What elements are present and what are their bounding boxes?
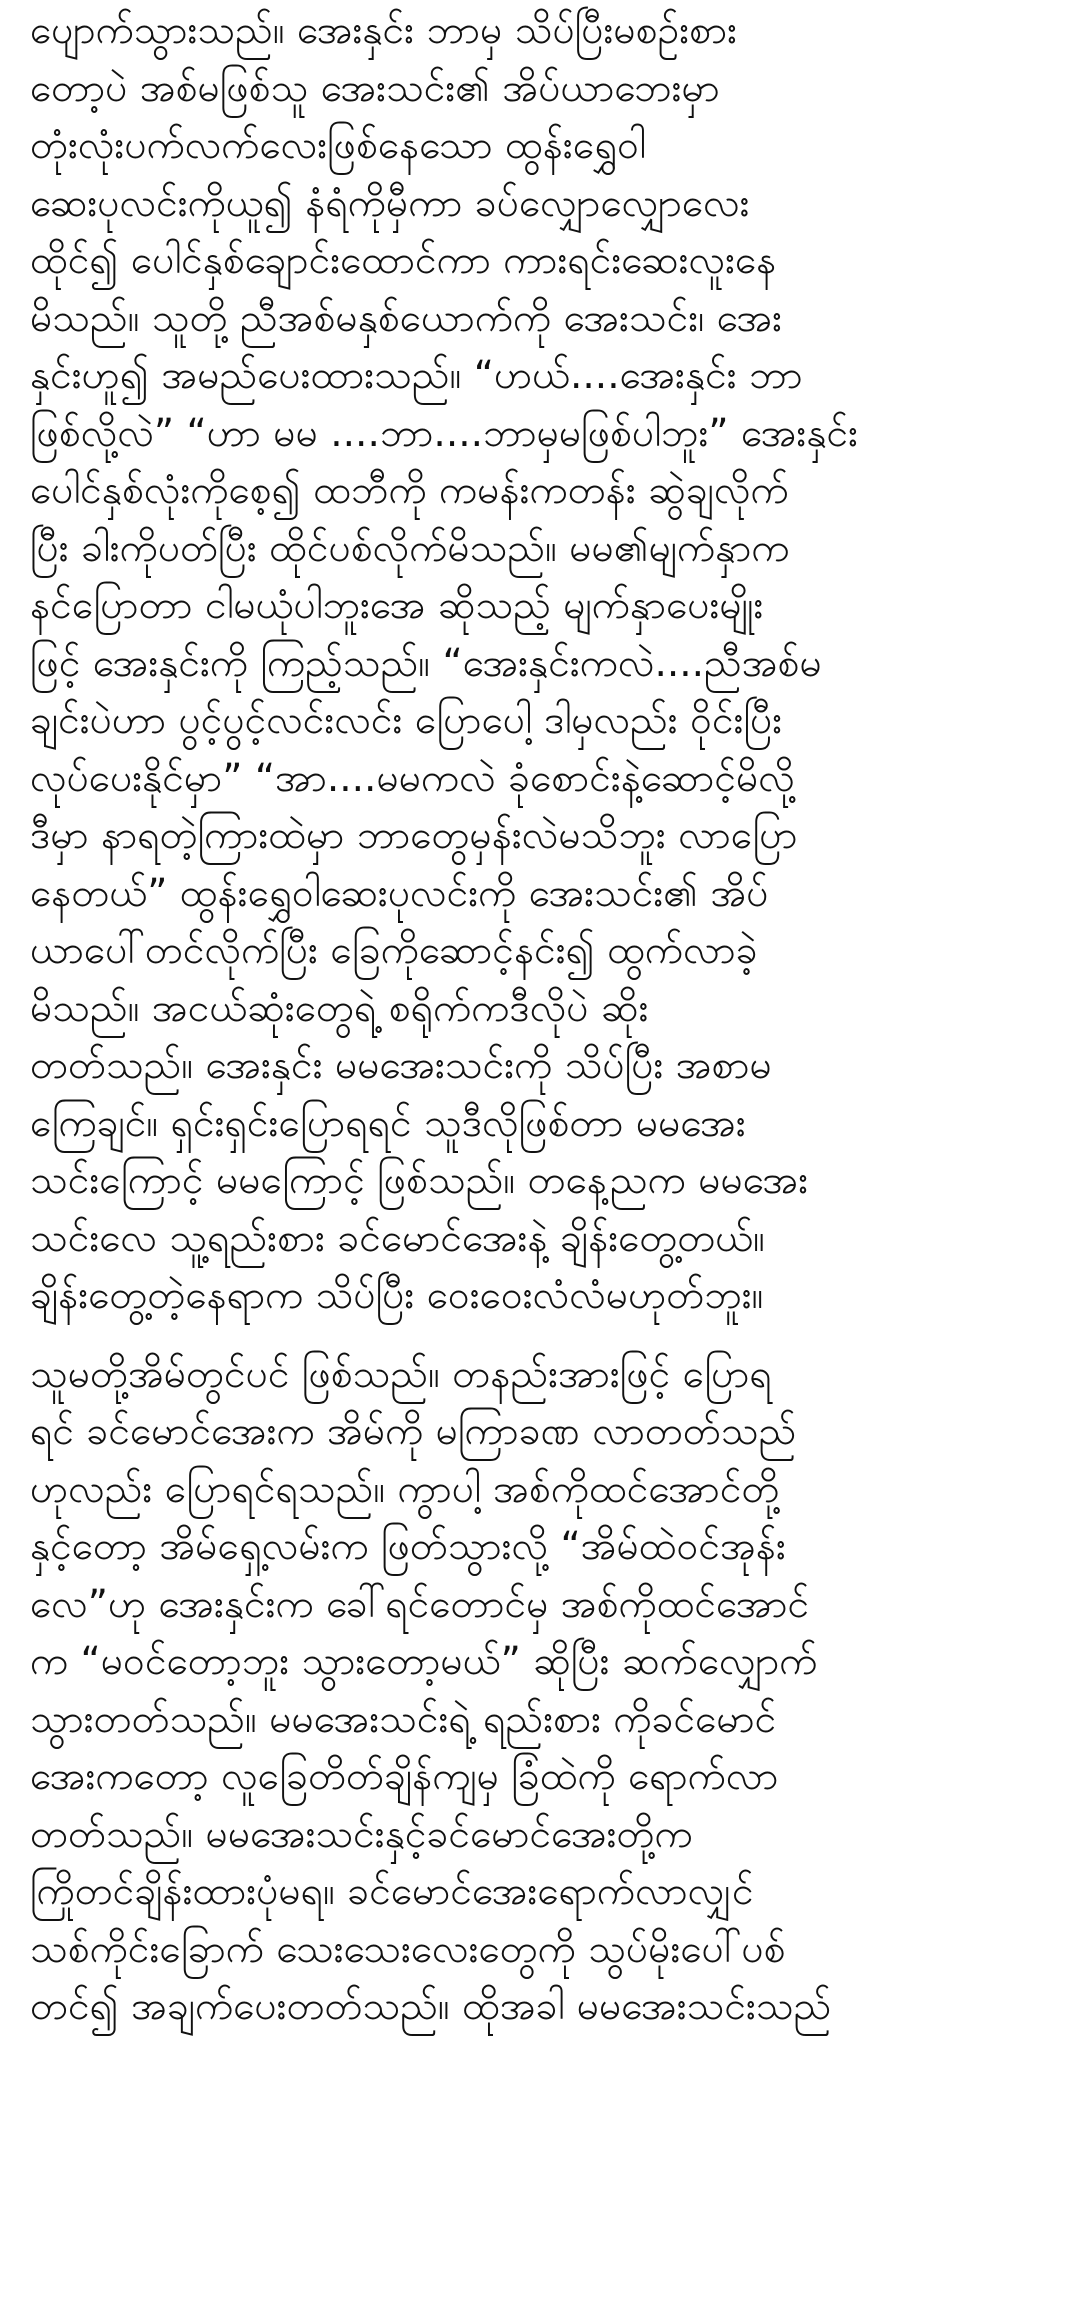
text-line: ပြီး ခါးကိုပတ်ပြီး ထိုင်ပစ်လိုက်မိသည်။ မမ၏မျက်နှာက bbox=[30, 525, 790, 571]
text-line: လေ”ဟု အေးနှင်းက ခေါ်ရင်တောင်မှ အစ်ကိုထင်အောင် bbox=[30, 1581, 810, 1627]
text-line: ဆေးပုလင်းကိုယူ၍ နံရံကိုမှီကာ ခပ်လျှောလျှောလေး bbox=[30, 180, 750, 226]
text-line: နှင်းဟူ၍ အမည်ပေးထားသည်။ “ဟယ်....အေးနှင်း ဘာ bbox=[30, 353, 803, 398]
text-line: လုပ်ပေးနိုင်မှာ” “အာ....မမကလဲ ခုံစောင်းနဲ့ဆောင့်မိလို့ bbox=[30, 755, 795, 801]
text-line: ဖြစ်လို့လဲ” “ဟာ မမ ....ဘာ....ဘာမှမဖြစ်ပါဘူး” အေးနှင်း bbox=[30, 410, 859, 456]
text-line: တော့ပဲ အစ်မဖြစ်သူ အေးသင်း၏ အိပ်ယာဘေးမှာ bbox=[30, 65, 720, 111]
text-line: ပေါင်နှစ်လုံးကိုစေ့၍ ထဘီကို ကမန်းကတန်း ဆွဲချလိုက် bbox=[30, 468, 789, 513]
text-line: ဟုလည်း ပြောရင်ရသည်။ ကွာပါ့ အစ်ကိုထင်အောင်တို့ bbox=[30, 1466, 780, 1512]
text-line: သင်းကြောင့် မမကြောင့် ဖြစ်သည်။ တနေ့ညက မမအေး bbox=[30, 1158, 809, 1203]
text-line: ယာပေါ်တင်လိုက်ပြီး ခြေကိုဆောင့်နင်း၍ ထွက်လာခဲ့ bbox=[30, 928, 758, 973]
text-line: ထိုင်၍ ပေါင်နှစ်ချောင်းထောင်ကာ ကားရင်းဆေးလူးနေ bbox=[30, 238, 777, 283]
text-line: မိသည်။ သူတို့ ညီအစ်မနှစ်ယောက်ကို အေးသင်း၊ အေး bbox=[30, 295, 783, 341]
paragraph-2 bbox=[30, 1346, 1060, 2036]
text-line: နှင့်တော့ အိမ်ရှေ့လမ်းက ဖြတ်သွားလို့ “အိမ်ထဲဝင်အုန်း bbox=[30, 1524, 786, 1569]
text-line: တတ်သည်။ အေးနှင်း မမအေးသင်းကို သိပ်ပြီး အစာမ bbox=[30, 1043, 772, 1088]
text-line: ဖြင့် အေးနှင်းကို ကြည့်သည်။ “အေးနှင်းကလဲ....ညီအစ်မ bbox=[30, 640, 822, 686]
text-line: သစ်ကိုင်းခြောက် သေးသေးလေးတွေကို သွပ်မိုးပေါ်ပစ် bbox=[30, 1926, 786, 1972]
paragraph-1 bbox=[30, 2, 1060, 1325]
text-line: ချိန်းတွေ့တဲ့နေရာက သိပ်ပြီး ဝေးဝေးလံလံမဟုတ်ဘူး။ bbox=[30, 1273, 764, 1318]
text-line: အေးကတော့ လူခြေတိတ်ချိန်ကျမှ ခြံထဲကို ရောက်လာ bbox=[30, 1754, 779, 1799]
text-line: ကြိုတင်ချိန်းထားပုံမရ။ ခင်မောင်အေးရောက်လာလျှင် bbox=[30, 1869, 754, 1914]
text-line: ချင်းပဲဟာ ပွင့်ပွင့်လင်းလင်း ပြောပေါ့ ဒါမှလည်း ဝိုင်းပြီး bbox=[30, 698, 783, 743]
article-text bbox=[30, 2, 1060, 2036]
text-line: တင်၍ အချက်ပေးတတ်သည်။ ထိုအခါ မမအေးသင်းသည် bbox=[30, 1984, 832, 2029]
text-line: သူမတို့အိမ်တွင်ပင် ဖြစ်သည်။ တနည်းအားဖြင့် ပြောရ bbox=[30, 1351, 772, 1397]
text-line: မိသည်။ အငယ်ဆုံးတွေရဲ့ စရိုက်ကဒီလိုပဲ ဆိုး bbox=[30, 985, 649, 1031]
text-line: တတ်သည်။ မမအေးသင်းနှင့်ခင်မောင်အေးတို့က bbox=[30, 1811, 693, 1857]
text-line: ရင် ခင်မောင်အေးက အိမ်ကို မကြာခဏ လာတတ်သည် bbox=[30, 1409, 797, 1454]
text-line: နင်ပြောတာ ငါမယုံပါဘူးအေ ဆိုသည့် မျက်နှာပေးမျိုး bbox=[30, 583, 764, 628]
text-line: သင်းလေ သူ့ရည်းစား ခင်မောင်အေးနဲ့ ချိန်းတွေ့တယ်။ bbox=[30, 1215, 765, 1261]
text-line: သွားတတ်သည်။ မမအေးသင်းရဲ့ ရည်းစား ကိုခင်မောင် bbox=[30, 1696, 777, 1742]
text-line: ပျောက်သွားသည်။ အေးနှင်း ဘာမှ သိပ်ပြီးမစဉ်းစား bbox=[30, 8, 738, 53]
text-line: နေတယ်” ထွန်းရွှေဝါဆေးပုလင်းကို အေးသင်း၏ အိပ် bbox=[30, 870, 769, 916]
text-line: က “မဝင်တော့ဘူး သွားတော့မယ်” ဆိုပြီး ဆက်လျှောက် bbox=[30, 1639, 818, 1684]
text-line: တုံးလုံးပက်လက်လေးဖြစ်နေသော ထွန်းရွှေဝါ bbox=[30, 123, 646, 168]
text-line: ဒီမှာ နာရတဲ့ကြားထဲမှာ ဘာတွေမှန်းလဲမသိဘူး လာပြော bbox=[30, 813, 798, 858]
text-line: ကြေချင်။ ရှင်းရှင်းပြောရရင် သူဒီလိုဖြစ်တာ မမအေး bbox=[30, 1100, 746, 1146]
